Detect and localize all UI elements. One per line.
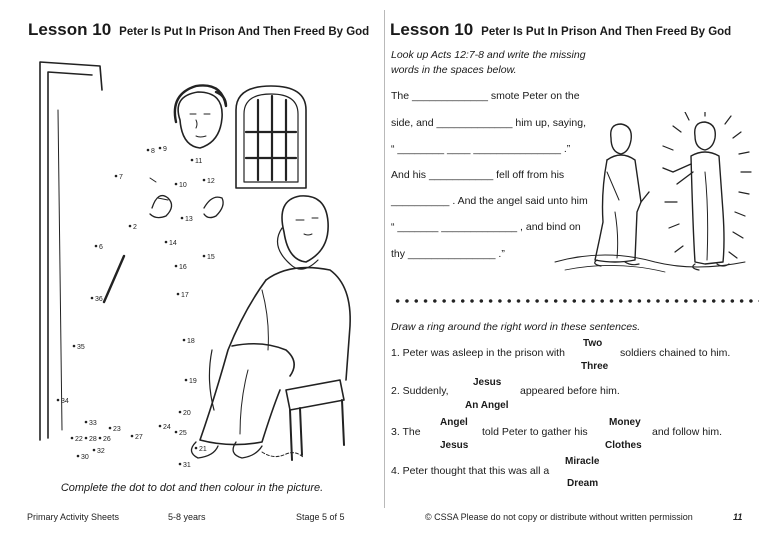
footer-age: 5-8 years xyxy=(168,512,206,522)
dot-point xyxy=(115,175,118,178)
footer-series: Primary Activity Sheets xyxy=(27,512,120,522)
dot-number: 23 xyxy=(113,426,121,433)
dot-number: 21 xyxy=(199,446,207,453)
dot-point xyxy=(175,183,178,186)
dot-number: 35 xyxy=(77,344,85,351)
dot-point xyxy=(147,149,150,152)
dot-number: 12 xyxy=(207,178,215,185)
fill-line[interactable]: __________ . And the angel said unto him xyxy=(391,195,588,207)
dot-point xyxy=(129,225,132,228)
dot-number: 8 xyxy=(151,148,155,155)
peter-and-angel-illustration xyxy=(545,112,765,290)
dot-number: 6 xyxy=(99,244,103,251)
question-3-ending: and follow him. xyxy=(652,426,723,438)
left-title-row xyxy=(28,20,369,40)
fill-line[interactable]: The _____________ smote Peter on the xyxy=(391,90,580,102)
fill-line[interactable]: thy _______________ .” xyxy=(391,248,505,260)
dot-point xyxy=(57,399,60,402)
dot-number: 27 xyxy=(135,434,143,441)
dot-to-dot-caption: Complete the dot to dot and then colour in the picture. xyxy=(60,482,324,494)
dot-number: 10 xyxy=(179,182,187,189)
lesson-number: Lesson 10 xyxy=(390,20,474,39)
question-4-text: 4. Peter thought that this was all a xyxy=(391,465,550,477)
dot-point xyxy=(95,245,98,248)
dot-point xyxy=(185,379,188,382)
dot-number: 30 xyxy=(81,454,89,461)
dot-point xyxy=(91,297,94,300)
question-1-text: 1. Peter was asleep in the prison with xyxy=(391,347,565,359)
dot-point xyxy=(85,437,88,440)
lesson-title: Peter Is Put In Prison And Then Freed By God xyxy=(119,26,370,38)
dot-point xyxy=(93,449,96,452)
dot-number: 17 xyxy=(181,292,189,299)
dot-point xyxy=(99,437,102,440)
dot-point xyxy=(177,293,180,296)
dot-point xyxy=(159,425,162,428)
dot-number: 2 xyxy=(133,224,137,231)
dot-point xyxy=(203,179,206,182)
dot-point xyxy=(191,159,194,162)
section-divider xyxy=(393,298,759,304)
lesson-number: Lesson 10 xyxy=(28,20,112,39)
dot-point xyxy=(131,435,134,438)
right-page xyxy=(385,0,768,543)
dot-number: 26 xyxy=(103,436,111,443)
dot-number: 33 xyxy=(89,420,97,427)
lesson-title: Peter Is Put In Prison And Then Freed By God xyxy=(481,26,732,38)
question-2-ending: appeared before him. xyxy=(520,385,620,397)
dot-point xyxy=(203,255,206,258)
footer-copyright: © CSSA Please do not copy or distribute without written permission xyxy=(425,512,693,522)
fill-line[interactable]: “ _______ _____________ , and bind on xyxy=(391,221,581,233)
fill-line[interactable]: And his ___________ fell off from his xyxy=(391,169,565,181)
dot-point xyxy=(175,431,178,434)
dot-point xyxy=(109,427,112,430)
dot-number: 9 xyxy=(163,146,167,153)
question-2-option-angel[interactable]: An Angel xyxy=(465,400,509,411)
footer-stage: Stage 5 of 5 xyxy=(296,512,345,522)
dot-number: 36 xyxy=(95,296,103,303)
dot-number: 19 xyxy=(189,378,197,385)
dot-point xyxy=(71,437,74,440)
dot-point xyxy=(181,217,184,220)
dot-number: 13 xyxy=(185,216,193,223)
dot-point xyxy=(73,345,76,348)
question-1-ending: soldiers chained to him. xyxy=(620,347,731,359)
dot-number: 25 xyxy=(179,430,187,437)
dot-number: 7 xyxy=(119,174,123,181)
dot-point xyxy=(179,411,182,414)
question-1-option-two[interactable]: Two xyxy=(583,338,603,349)
dot-to-dot-illustration xyxy=(0,50,384,478)
dot-number: 18 xyxy=(187,338,195,345)
dot-number: 28 xyxy=(89,436,97,443)
dot-number: 11 xyxy=(195,158,203,165)
dot-number: 16 xyxy=(179,264,187,271)
fill-instruction xyxy=(391,48,586,78)
fill-line[interactable]: “ ________ ____ _______________ .” xyxy=(391,143,571,155)
question-4-option-dream[interactable]: Dream xyxy=(567,478,599,489)
dot-point xyxy=(195,447,198,450)
question-3-option-clothes[interactable]: Clothes xyxy=(605,440,642,451)
dot-point xyxy=(179,463,182,466)
question-3-option-money[interactable]: Money xyxy=(609,417,641,428)
ring-instruction: Draw a ring around the right word in these sentences. xyxy=(391,321,641,333)
fill-line[interactable]: side, and _____________ him up, saying, xyxy=(391,117,586,129)
dot-point xyxy=(165,241,168,244)
fill-instruction-line: words in the spaces below. xyxy=(391,64,517,76)
dot-point xyxy=(85,421,88,424)
dot-number: 22 xyxy=(75,436,83,443)
right-title-row xyxy=(390,20,731,40)
question-3-middle: told Peter to gather his xyxy=(482,426,588,438)
dot-point xyxy=(175,265,178,268)
dot-point xyxy=(77,455,80,458)
question-3-option-jesus[interactable]: Jesus xyxy=(440,440,469,451)
question-2-option-jesus[interactable]: Jesus xyxy=(473,377,502,388)
dot-number: 31 xyxy=(183,462,191,469)
question-3-option-angel[interactable]: Angel xyxy=(440,417,468,428)
dot-point xyxy=(183,339,186,342)
dot-number: 15 xyxy=(207,254,215,261)
question-1-option-three[interactable]: Three xyxy=(581,361,609,372)
fill-instruction-line: Look up Acts 12:7-8 and write the missing xyxy=(391,49,586,61)
dot-number: 24 xyxy=(163,424,171,431)
dot-point xyxy=(159,147,162,150)
dot-number: 32 xyxy=(97,448,105,455)
dot-number: 20 xyxy=(183,410,191,417)
footer-page-number: 11 xyxy=(733,512,743,522)
dot-number: 34 xyxy=(61,398,69,405)
question-3-text: 3. The xyxy=(391,426,421,438)
dot-number: 14 xyxy=(169,240,177,247)
question-2-text: 2. Suddenly, xyxy=(391,385,449,397)
question-4-option-miracle[interactable]: Miracle xyxy=(565,456,600,467)
